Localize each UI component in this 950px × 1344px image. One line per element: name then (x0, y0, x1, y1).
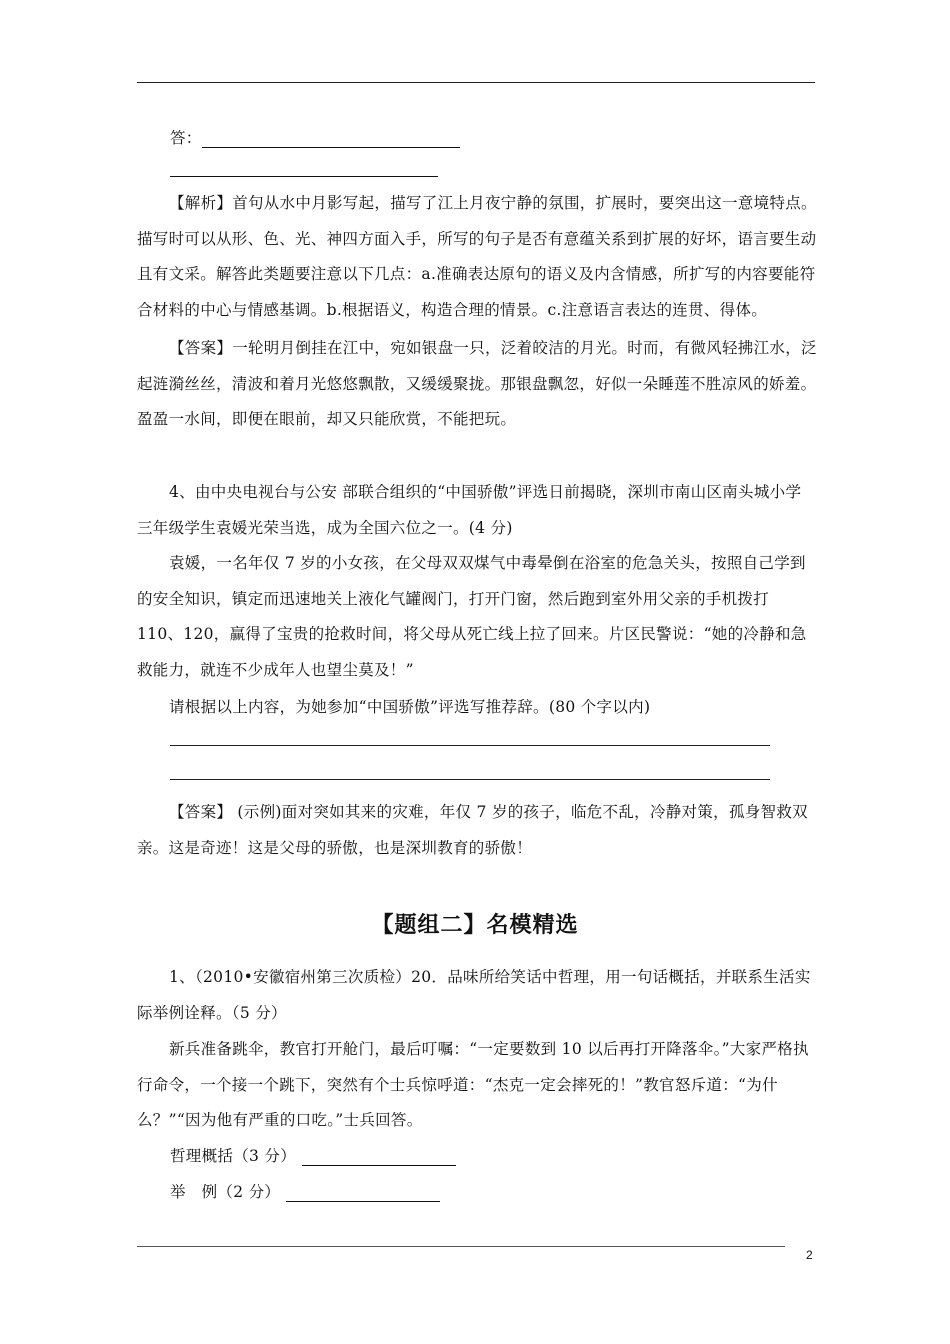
footer-rule (137, 1246, 785, 1247)
philosophy-field (170, 1144, 456, 1166)
answer1-paragraph: 【答案】一轮明月倒挂在江中，宛如银盘一只，泛着皎洁的月光。时而，有微风轻拂江水，泛起涟漪丝丝，清波和着月光悠悠飘散，又缓缓聚拢。那银盘飘忽，好似一朵睡莲不胜凉风的娇羞。盈盈一水间，即便在眼前，却又只能欣赏，不能把玩。 (137, 339, 817, 428)
page-number: 2 (806, 1248, 813, 1262)
header-rule (137, 82, 815, 83)
q1-intro: 1、（2010•安徽宿州第三次质检）20．品味所给笑话中哲理，用一句话概括，并联系生活实际举例诠释。（5 分） (137, 968, 811, 1022)
q4-answer-line-2[interactable] (170, 779, 770, 780)
q4-intro: 4、由中央电视台与公安 部联合组织的“中国骄傲”评选日前揭晓，深圳市南山区南头城小学三年级学生袁媛光荣当选，成为全国六位之一。(4 分) (137, 483, 802, 537)
q4-prompt: 请根据以上内容，为她参加“中国骄傲”评选写推荐辞。(80 个字以内) (169, 698, 651, 716)
philosophy-blank[interactable] (302, 1147, 456, 1166)
q4-answer-line-1[interactable] (170, 745, 770, 746)
analysis-paragraph: 【解析】首句从水中月影写起，描写了江上月夜宁静的氛围，扩展时，要突出这一意境特点。描写时可以从形、色、光、神四方面入手，所写的句子是否有意蕴关系到扩展的好坏，语言要生动且有文采。解答此类题要注意以下几点：a.准确表达原句的语义及内含情感，所扩写的内容要能符合材料的中心与情感基调。b.根据语义，构造合理的情景。c.注意语言表达的连贯、得体。 (137, 194, 817, 319)
answer-blank-2[interactable] (170, 158, 438, 177)
example-field (170, 1180, 440, 1202)
q4-story: 袁媛，一名年仅 7 岁的小女孩，在父母双双煤气中毒晕倒在浴室的危急关头，按照自己学到的安全知识，镇定而迅速地关上液化气罐阀门，打开门窗，然后跑到室外用父亲的手机拨打 110、120，赢得了宝贵的抢救时间，将父母从死亡线上拉了回来。片区民警说：“她的冷静和急救能力，就连不少成年人也望尘莫及！” (137, 554, 807, 679)
section-heading: 【题组二】名模精选 (371, 913, 579, 938)
q4-answer: 【答案】 (示例)面对突如其来的灾难，年仅 7 岁的孩子，临危不乱，冷静对策，孤身智救双亲。这是奇迹！这是父母的骄傲，也是深圳教育的骄傲！ (137, 803, 808, 857)
q1-story: 新兵准备跳伞，教官打开舱门，最后叮嘱：“一定要数到 10 以后再打开降落伞。”大家严格执行命令，一个接一个跳下，突然有个士兵惊呼道：“杰克一定会摔死的！”教官怒斥道：“为什么？”“因为他有严重的口吃。”士兵回答。 (137, 1040, 809, 1129)
answer-blank-1[interactable] (202, 129, 460, 148)
answer-line-2 (170, 158, 438, 177)
philosophy-label: 哲理概括（3 分） (170, 1147, 296, 1165)
example-blank[interactable] (286, 1183, 440, 1202)
answer-label: 答： (170, 129, 202, 147)
answer-line-1 (170, 126, 460, 148)
example-label: 举 例（2 分） (170, 1183, 281, 1201)
